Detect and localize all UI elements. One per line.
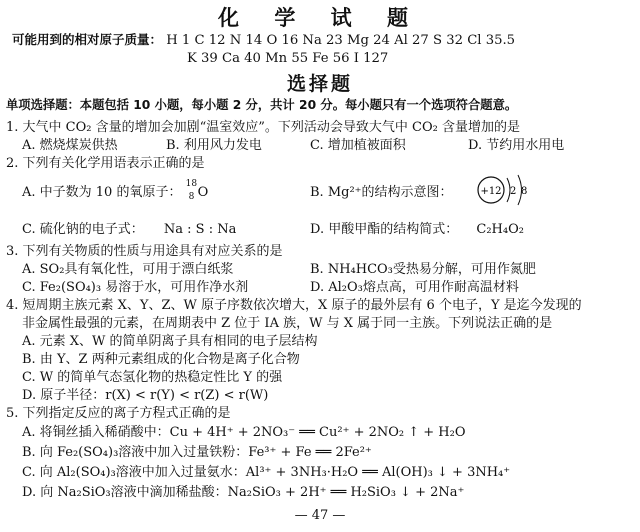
atomic-masses-line2: K 39 Ca 40 Mn 55 Fe 56 I 127: [187, 51, 389, 66]
q3-option-d: D. Al₂O₃熔点高，可用作耐高温材料: [310, 280, 519, 295]
q5-option-b: B. 向 Fe₂(SO₄)₃溶液中加入过量铁粉：Fe³⁺ + Fe ══ 2Fe²⁺: [22, 445, 372, 460]
q4-option-a: A. 元素 X、W 的简单阴离子具有相同的电子层结构: [22, 334, 318, 349]
q2-option-c: [22, 218, 236, 237]
section-title: 选择题: [286, 73, 353, 95]
q5-stem: 5. 下列指定反应的离子方程式正确的是: [6, 406, 231, 421]
q1-option-b: B. 利用风力发电: [166, 138, 262, 153]
exam-title: 化 学 试 题: [218, 6, 422, 30]
shell-2-electrons: 8: [521, 186, 528, 197]
q3-option-c: C. Fe₂(SO₄)₃ 易溶于水，可用作净水剂: [22, 280, 249, 295]
q2-option-c-text: C. 硫化钠的电子式：: [22, 222, 144, 237]
q4-option-c: C. W 的简单气态氢化物的热稳定性比 Y 的强: [22, 370, 283, 385]
page-number: — 47 —: [294, 508, 346, 523]
q2-option-a-text: A. 中子数为 10 的氧原子：: [22, 185, 182, 200]
q3-option-a: A. SO₂具有氧化性，可用于漂白纸浆: [22, 262, 234, 277]
q1-stem: 1. 大气中 CO₂ 含量的增加会加剧“温室效应”。下列活动会导致大气中 CO₂ 含量增加的是: [6, 120, 520, 135]
oxygen-isotope-symbol: [185, 178, 212, 202]
atomic-masses-row1: [12, 31, 636, 50]
q3-stem: 3. 下列有关物质的性质与用途具有对应关系的是: [6, 244, 283, 259]
q2-stem: 2. 下列有关化学用语表示正确的是: [6, 156, 205, 171]
q1-option-c: C. 增加植被面积: [310, 138, 406, 153]
q2-option-d: [310, 218, 524, 237]
q4-stem-line2: 非金属性最强的元素，在周期表中 Z 位于 IA 族，W 与 X 属于同一主族。下列说法正确的是: [22, 316, 553, 331]
atomic-masses-line1: H 1 C 12 N 14 O 16 Na 23 Mg 24 Al 27 S 32 Cl 35.5: [166, 33, 516, 48]
methyl-formate-formula: C₂H₄O₂: [476, 222, 524, 237]
oxygen-atomic-number: 8: [188, 191, 195, 202]
shell-1-electrons: 2: [510, 186, 517, 197]
atomic-masses-label: 可能用到的相对原子质量：: [12, 32, 163, 47]
q3-option-b: B. NH₄HCO₃受热易分解，可用作氮肥: [310, 262, 536, 277]
q5-option-a: A. 将铜丝插入稀硝酸中：Cu + 4H⁺ + 2NO₃⁻ ══ Cu²⁺ + 2NO₂ ↑ + H₂O: [22, 425, 466, 440]
q1-option-d: D. 节约用水用电: [468, 138, 565, 153]
oxygen-symbol: O: [197, 184, 209, 200]
q1-option-a: A. 燃烧煤炭供热: [22, 138, 118, 153]
q4-stem-line1: 4. 短周期主族元素 X、Y、Z、W 原子序数依次增大，X 原子的最外层有 6 个电子，Y 是迄今发现的: [6, 298, 582, 313]
atomic-masses: [12, 31, 636, 68]
sodium-sulfide-electron-formula: Na : S : Na: [163, 222, 237, 237]
q5-option-c: C. 向 Al₂(SO₄)₃溶液中加入过量氨水：Al³⁺ + 3NH₃·H₂O ══ Al(OH)₃ ↓ + 3NH₄⁺: [22, 465, 511, 480]
q4-option-d: D. 原子半径：r(X) < r(Y) < r(Z) < r(W): [22, 388, 269, 403]
q2-option-a: [22, 178, 212, 202]
q4-option-b: B. 由 Y、Z 两种元素组成的化合物是离子化合物: [22, 352, 300, 367]
q5-option-d: D. 向 Na₂SiO₃溶液中滴加稀盐酸：Na₂SiO₃ + 2H⁺ ══ H₂SiO₃ ↓ + 2Na⁺: [22, 485, 465, 500]
nucleus-charge: +12: [480, 186, 502, 197]
instructions: 单项选择题：本题包括 10 小题，每小题 2 分，共计 20 分。每小题只有一个选项符合题意。: [6, 98, 518, 112]
q2-option-d-text: D. 甲酸甲酯的结构简式：: [310, 222, 459, 237]
q2-option-b: B. Mg²⁺的结构示意图：: [310, 185, 453, 200]
oxygen-mass-number: 18: [185, 178, 198, 189]
mg-ion-structure-diagram: [474, 170, 534, 210]
